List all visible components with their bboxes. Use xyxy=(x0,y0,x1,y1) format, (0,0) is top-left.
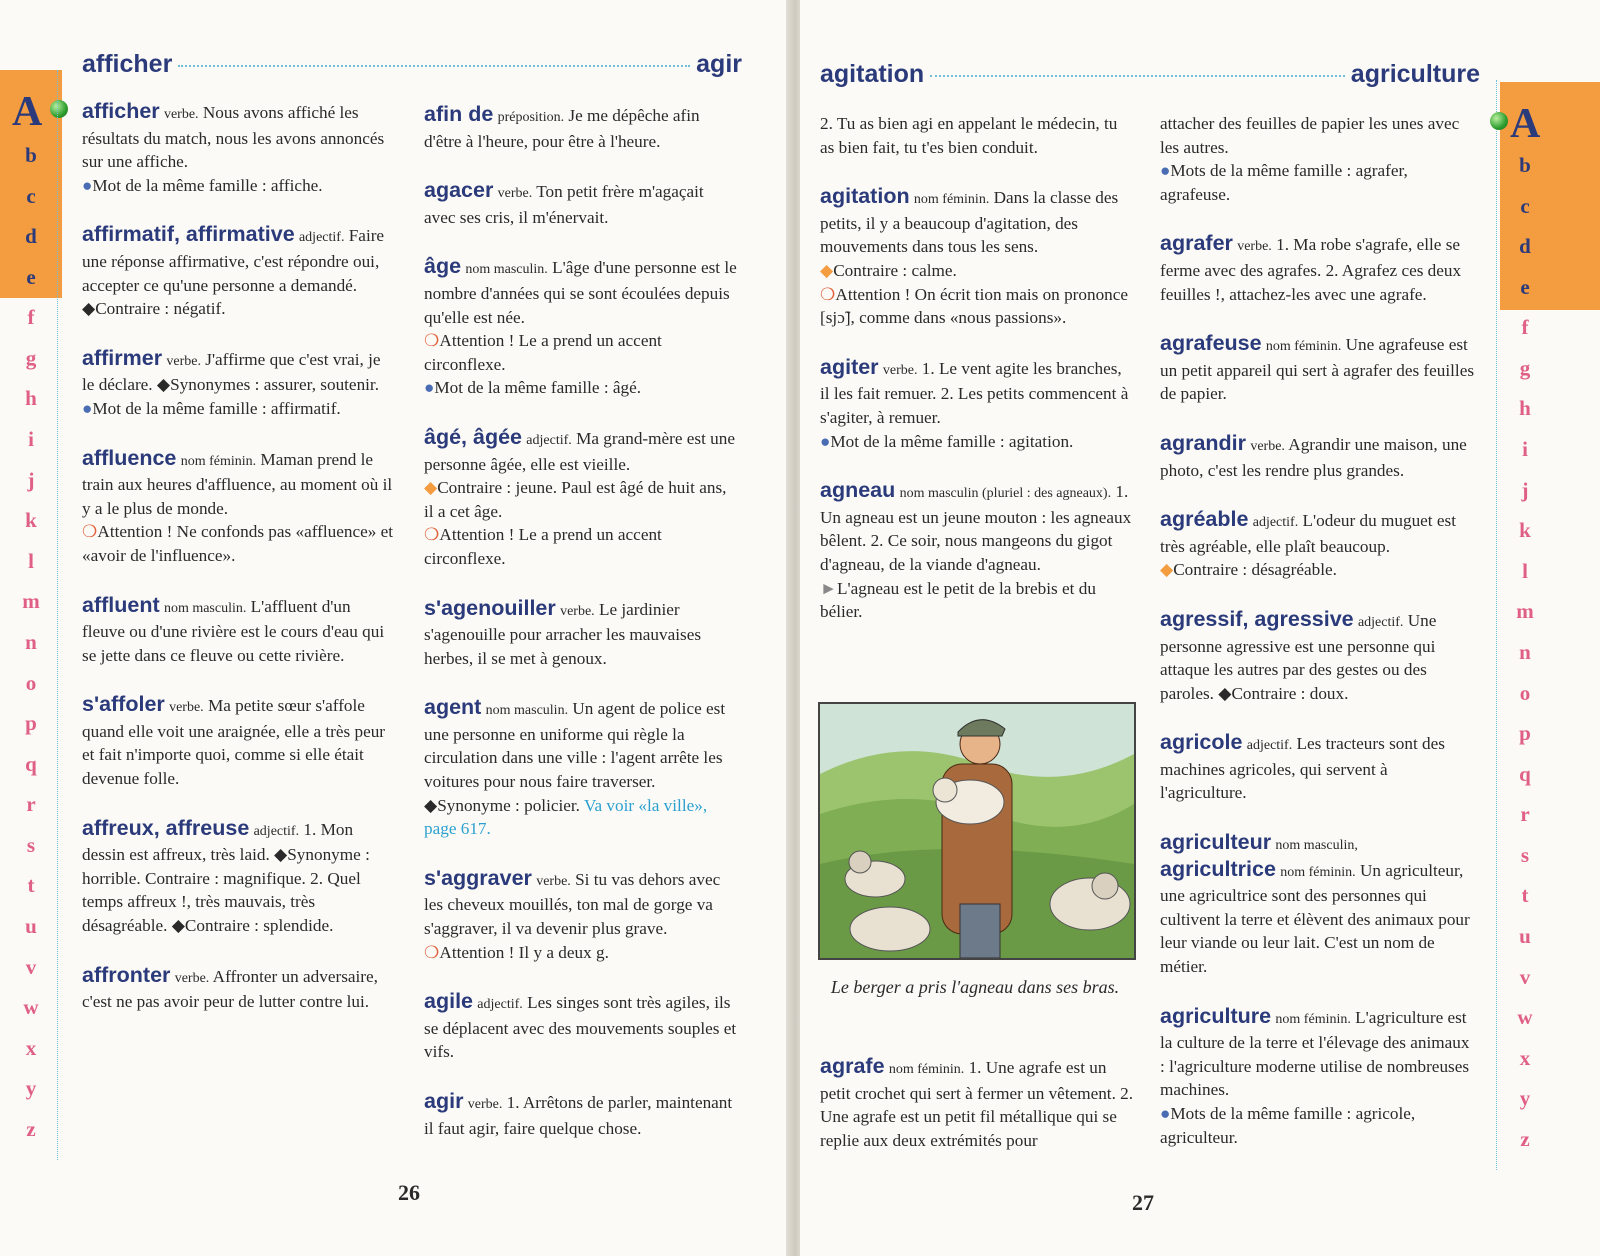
dictionary-entry xyxy=(424,255,739,400)
entry-definition: 1. Le vent agite les branches, il les fait remuer. 2. Les petits commencent à s'agiter, à remuer. xyxy=(820,358,1129,427)
margin-line-right xyxy=(1496,80,1497,1170)
entry-note xyxy=(82,520,397,567)
alphabet-letter: o xyxy=(25,670,37,695)
entry-grammar: adjectif. xyxy=(1357,614,1404,630)
green-ball-icon xyxy=(50,100,68,118)
entry-headword: agrandir xyxy=(1160,430,1247,455)
entry-headword: agriculteur xyxy=(1160,830,1272,855)
right-column-2 xyxy=(1160,112,1478,1175)
dictionary-entry xyxy=(1160,831,1478,979)
entry-headword: agréable xyxy=(1160,507,1249,532)
alphabet-letter: d xyxy=(1519,234,1531,259)
alphabet-letter: s xyxy=(1520,842,1530,867)
dictionary-entry xyxy=(424,1090,739,1140)
entry-definition: L'âge d'une personne est le nombre d'années qui se sont écoulées depuis qu'elle est née. xyxy=(424,258,737,327)
entry-note xyxy=(820,283,1135,330)
continued-definition: attacher des feuilles de papier les unes avec les autres. xyxy=(1160,114,1460,157)
alphabet-letter: r xyxy=(26,792,36,817)
entry-headword-2: agricultrice xyxy=(1160,856,1276,881)
big-letter-right: A xyxy=(1510,101,1541,147)
dictionary-entry xyxy=(820,479,1135,624)
entry-grammar: nom masculin. xyxy=(485,703,569,719)
entry-grammar: nom féminin. xyxy=(913,192,990,208)
entry-definition: 1. Une agrafe est un petit crochet qui sert à fermer un vêtement. 2. Une agrafe est un petit fil métallique qui se replie aux deux extrémités pour xyxy=(820,1058,1134,1150)
dictionary-entry xyxy=(82,964,397,1014)
alphabet-letter: o xyxy=(1519,680,1531,705)
entry-definition: 1. Un agneau est un jeune mouton : les agneaux bêlent. 2. Ce soir, nous mangeons du gigot d'agneau, de la viande d'agneau. xyxy=(820,482,1132,574)
alphabet-letter: m xyxy=(1516,599,1534,624)
note-text: Contraire : jeune. Paul est âgé de huit ans, il a cet âge. xyxy=(424,478,727,521)
entry-headword: âgé, âgée xyxy=(424,424,522,449)
entry-grammar: verbe. xyxy=(166,353,201,369)
left-column-1 xyxy=(82,100,397,1040)
entry-headword: agrafe xyxy=(820,1054,885,1078)
entry-headword: affronter xyxy=(82,962,171,987)
alphabet-letter: z xyxy=(1520,1126,1530,1151)
entry-headword: agir xyxy=(424,1089,464,1113)
note-text: Mots de la même famille : agrafer, agrafeuse. xyxy=(1160,161,1408,204)
entry-grammar: verbe. xyxy=(1250,438,1285,454)
alphabet-letter: c xyxy=(26,183,36,208)
alphabet-letter: l xyxy=(1522,558,1528,583)
dictionary-entry xyxy=(1160,332,1478,406)
continued-text: 2. Tu as bien agi en appelant le médecin, tu as bien fait, tu t'es bien conduit. xyxy=(820,114,1118,157)
dictionary-entry xyxy=(1160,508,1478,582)
note-symbol-icon: ◆ xyxy=(820,260,834,280)
entry-definition: Les tracteurs sont des machines agricoles, qui servent à l'agriculture. xyxy=(1160,734,1445,803)
entry-grammar: nom féminin. xyxy=(888,1062,965,1077)
entry-grammar: adjectif. xyxy=(253,823,300,839)
entry-headword: afin de xyxy=(424,102,494,126)
page-header-right xyxy=(820,60,1480,89)
right-column-1 xyxy=(820,112,1135,650)
note-text: Contraire : désagréable. xyxy=(1173,560,1337,580)
note-text: Attention ! Le a prend un accent circonflexe. xyxy=(424,525,662,568)
entry-note xyxy=(1160,558,1478,582)
alphabet-index-left xyxy=(16,145,46,1140)
entry-grammar: verbe. xyxy=(560,603,595,619)
alphabet-letter: n xyxy=(25,629,37,654)
entry-definition: Dans la classe des petits, il y a beaucoup d'agitation, des mouvements dans tous les sens. xyxy=(820,188,1119,257)
entry-definition: Je me dépêche afin d'être à l'heure, pour être à l'heure. xyxy=(424,106,700,151)
dictionary-entry xyxy=(424,990,739,1064)
entry-headword: affluent xyxy=(82,592,160,617)
entry-grammar: adjectif. xyxy=(526,432,572,448)
cross-reference-link: Va voir «la ville», page 617. xyxy=(424,795,708,839)
entry-definition: 1. Arrêtons de parler, maintenant il faut agir, faire quelque chose. xyxy=(424,1093,733,1138)
entry-grammar: verbe. xyxy=(497,186,533,202)
entry-definition: L'odeur du muguet est très agréable, elle plaît beaucoup. xyxy=(1160,511,1456,556)
header-dots xyxy=(930,75,1345,77)
green-ball-icon xyxy=(1490,112,1508,130)
alphabet-letter: v xyxy=(25,954,37,979)
note-text: Attention ! On écrit tion mais on prononce [sjɔ̃], comme dans «nous passions». xyxy=(820,284,1129,328)
page-number-left: 26 xyxy=(398,1180,420,1205)
alphabet-letter: j xyxy=(27,467,35,492)
note-text: Mot de la même famille : affiche. xyxy=(92,175,323,195)
entry-headword: affreux, affreuse xyxy=(82,815,250,840)
note-symbol-icon: ● xyxy=(82,398,93,418)
entry-grammar: préposition. xyxy=(497,110,565,125)
note-symbol-icon: ❍ xyxy=(820,284,836,304)
dictionary-entry xyxy=(82,693,397,790)
note-symbol-icon: ● xyxy=(820,431,831,451)
alphabet-letter: c xyxy=(1520,193,1530,218)
alphabet-letter: b xyxy=(25,143,37,167)
entry-note xyxy=(820,259,1135,283)
entry-grammar: nom masculin. xyxy=(465,262,548,278)
note-text: Mot de la même famille : âgé. xyxy=(434,378,642,398)
alphabet-letter: d xyxy=(25,224,37,249)
entry-grammar: verbe. xyxy=(169,700,204,716)
entry-definition: 1. Ma robe s'agrafe, elle se ferme avec des agrafes. 2. Agrafez ces deux feuilles !, attachez-les avec une agrafe. xyxy=(1160,235,1462,304)
entry-definition: Le jardinier s'agenouille pour arracher les mauvaises herbes, il se met à genoux. xyxy=(424,599,702,668)
alphabet-letter: b xyxy=(1519,153,1531,177)
alphabet-letter: l xyxy=(28,548,34,573)
alphabet-letter: y xyxy=(25,1076,37,1101)
entry-headword: agneau xyxy=(820,478,896,503)
alphabet-letter: h xyxy=(25,386,37,411)
note-symbol-icon: ◆ xyxy=(424,478,438,498)
entry-definition: Un agriculteur, une agricultrice sont des personnes qui cultivent la terre et élèvent des animaux pour leur viande ou leur lait. C'est un nom de métier. xyxy=(1160,860,1470,977)
entry-note xyxy=(82,174,397,198)
entry-grammar-2: nom féminin. xyxy=(1280,864,1356,880)
dictionary-entry xyxy=(1160,232,1478,306)
entry-grammar: adjectif. xyxy=(1252,515,1299,531)
entry-definition: Une personne agressive est une personne qui attaque les autres par des gestes ou des paroles. ◆Contraire : doux. xyxy=(1160,610,1437,703)
dictionary-entry xyxy=(424,426,739,571)
dictionary-entry xyxy=(82,347,397,421)
alphabet-letter: f xyxy=(1521,315,1529,340)
entry-grammar: nom féminin. xyxy=(180,453,257,469)
dictionary-entry xyxy=(1160,731,1478,805)
dictionary-entry xyxy=(82,594,397,668)
note-text: Attention ! Ne confonds pas «affluence» et «avoir de l'influence». xyxy=(82,522,394,565)
illustration-caption: Le berger a pris l'agneau dans ses bras. xyxy=(830,977,1120,997)
dictionary-entry xyxy=(82,817,397,938)
dictionary-entry xyxy=(82,100,397,197)
entry-note xyxy=(424,523,739,570)
dictionary-entry xyxy=(820,356,1135,453)
right-page xyxy=(800,0,1600,1256)
entry-grammar: nom féminin. xyxy=(1275,1011,1351,1027)
header-first-word: agitation xyxy=(820,60,925,88)
entry-grammar: nom masculin. xyxy=(163,600,247,616)
alphabet-letter: w xyxy=(23,995,39,1020)
note-symbol-icon: ● xyxy=(1160,161,1171,181)
entry-grammar: verbe. xyxy=(467,1097,503,1112)
alphabet-letter: y xyxy=(1519,1086,1531,1111)
header-last-word: agir xyxy=(696,50,742,78)
page-number-right: 27 xyxy=(1132,1190,1154,1215)
note-text: Mots de la même famille : agricole, agriculteur. xyxy=(1160,1104,1416,1147)
header-first-word: afficher xyxy=(82,50,173,78)
entry-grammar: nom masculin (pluriel : des agneaux). xyxy=(899,486,1112,502)
entry-headword: affirmer xyxy=(82,345,163,370)
alphabet-letter: z xyxy=(26,1116,36,1141)
alphabet-letter: m xyxy=(22,589,40,614)
note-symbol-icon: ❍ xyxy=(424,525,440,545)
entry-headword: affirmatif, affirmative xyxy=(82,222,295,247)
dictionary-entry xyxy=(82,223,397,320)
dictionary-entry xyxy=(424,179,739,229)
entry-note xyxy=(1160,159,1478,206)
right-column-1-bottom xyxy=(820,1055,1135,1178)
note-text: L'agneau est le petit de la brebis et du bélier. xyxy=(820,578,1096,622)
alphabet-letter: h xyxy=(1519,396,1531,421)
alphabet-letter: r xyxy=(1520,802,1530,827)
note-symbol-icon: ● xyxy=(424,378,435,398)
entry-headword: agitation xyxy=(820,184,910,209)
note-symbol-icon: ❍ xyxy=(424,942,440,962)
entry-definition: L'agriculture est la culture de la terre et l'élevage des animaux : l'agriculture moderne utilise de nombreuses machines. xyxy=(1160,1007,1470,1100)
entry-headword: affluence xyxy=(82,445,177,470)
entry-headword: agrafer xyxy=(1160,231,1233,256)
alphabet-letter: u xyxy=(25,913,37,938)
entry-headword: agriculture xyxy=(1160,1003,1272,1028)
entry-definition: Agrandir une maison, une photo, c'est les rendre plus grandes. xyxy=(1160,434,1467,480)
entry-grammar: verbe. xyxy=(1237,239,1272,255)
entry-note xyxy=(820,430,1135,454)
alphabet-letter: x xyxy=(25,1035,37,1060)
entry-definition: Un agent de police est une personne en uniforme qui règle la circulation dans une ville : l'agent arrête les voitures pour nous faire traverser. ◆Synonyme : policier. xyxy=(424,699,726,815)
entry-headword: agrafeuse xyxy=(1160,331,1262,356)
note-symbol-icon: ► xyxy=(820,578,838,598)
entry-headword: agacer xyxy=(424,178,494,203)
entry-headword: agressif, agressive xyxy=(1160,606,1354,631)
dictionary-entry xyxy=(424,103,739,153)
alphabet-letter: k xyxy=(1519,518,1531,543)
alphabet-letter: q xyxy=(25,751,37,776)
entry-definition: Nous avons affiché les résultats du match, nous les avons annoncés sur une affiche. xyxy=(82,103,385,172)
entry-grammar: adjectif. xyxy=(1246,738,1293,754)
entry-headword: agricole xyxy=(1160,730,1243,755)
entry-headword: s'agenouiller xyxy=(424,595,556,620)
entry-definition: Ma petite sœur s'affole quand elle voit une araignée, elle a très peur et fait n'importe quoi, comme si elle était devenue folle. xyxy=(82,696,386,789)
entry-grammar: adjectif. xyxy=(298,230,345,246)
entry-definition: Ton petit frère m'agaçait avec ses cris, il m'énervait. xyxy=(424,182,704,227)
alphabet-letter: t xyxy=(27,873,35,898)
note-symbol-icon: ❍ xyxy=(424,331,440,351)
entry-grammar: verbe. xyxy=(163,107,199,122)
note-text: Attention ! Le a prend un accent circonflexe. xyxy=(424,331,662,374)
left-column-2 xyxy=(424,103,739,1166)
margin-line-left xyxy=(57,70,58,1160)
alphabet-letter: n xyxy=(1519,639,1531,664)
entry-definition: Une agrafeuse est un petit appareil qui sert à agrafer des feuilles de papier. xyxy=(1160,335,1475,404)
header-dots xyxy=(178,65,690,67)
entry-headword: agiter xyxy=(820,354,879,379)
dictionary-entry xyxy=(424,867,739,964)
note-text: Contraire : calme. xyxy=(833,260,957,280)
alphabet-index-right xyxy=(1510,155,1540,1150)
entry-note xyxy=(424,329,739,376)
alphabet-letter: e xyxy=(26,264,36,289)
entry-grammar: verbe. xyxy=(882,362,918,378)
entry-grammar: adjectif. xyxy=(477,997,523,1013)
entry-note xyxy=(424,476,739,523)
entry-note xyxy=(1160,1102,1478,1149)
alphabet-letter: q xyxy=(1519,761,1531,786)
entry-grammar: nom masculin, xyxy=(1275,838,1358,854)
alphabet-letter: w xyxy=(1517,1005,1533,1030)
entry-note xyxy=(82,397,397,421)
dictionary-entry xyxy=(1160,432,1478,482)
entry-headword: âge xyxy=(424,254,462,279)
dictionary-entry xyxy=(1160,1005,1478,1150)
alphabet-letter: p xyxy=(1519,721,1531,746)
alphabet-letter: t xyxy=(1521,883,1529,908)
alphabet-letter: v xyxy=(1519,964,1531,989)
entry-headword: agent xyxy=(424,695,482,720)
entry-note xyxy=(424,941,739,965)
alphabet-letter: x xyxy=(1519,1045,1531,1070)
alphabet-letter: g xyxy=(1519,355,1531,380)
entry-grammar: verbe. xyxy=(174,970,210,986)
note-symbol-icon: ❍ xyxy=(82,522,98,542)
entry-headword: agile xyxy=(424,989,473,1014)
dictionary-entry xyxy=(424,696,739,841)
note-text: Attention ! Il y a deux g. xyxy=(439,942,609,962)
header-last-word: agriculture xyxy=(1350,60,1480,88)
alphabet-letter: g xyxy=(25,345,37,370)
shepherd-lamb-illustration xyxy=(818,702,1136,960)
entry-headword: s'affoler xyxy=(82,692,165,717)
dictionary-entry xyxy=(1160,608,1478,705)
page-header-left xyxy=(82,50,742,79)
note-text: Mot de la même famille : agitation. xyxy=(830,431,1074,451)
dictionary-entry xyxy=(424,597,739,671)
entry-definition: J'affirme que c'est vrai, je le déclare. ◆Synonymes : assurer, soutenir. xyxy=(82,349,381,395)
dictionary-entry xyxy=(820,1055,1135,1152)
entry-definition: Si tu vas dehors avec les cheveux mouillés, ton mal de gorge va s'aggraver, il va devenir plus grave. xyxy=(424,869,721,939)
entry-note xyxy=(820,577,1135,624)
note-text: Mot de la même famille : affirmatif. xyxy=(92,398,341,418)
alphabet-letter: k xyxy=(25,508,37,533)
entry-headword: s'aggraver xyxy=(424,865,532,890)
entry-grammar: nom féminin. xyxy=(1265,339,1342,355)
dictionary-entry xyxy=(82,447,397,568)
entry-definition: Affronter un adversaire, c'est ne pas avoir peur de lutter contre lui. xyxy=(82,966,378,1012)
alphabet-letter: i xyxy=(28,427,34,452)
left-page xyxy=(0,0,790,1256)
note-symbol-icon: ● xyxy=(82,175,93,195)
entry-definition: Les singes sont très agiles, ils se déplacent avec des mouvements souples et vifs. xyxy=(424,993,737,1062)
entry-definition: Ma grand-mère est une personne âgée, elle est vieille. xyxy=(424,428,735,474)
entry-definition: Faire une réponse affirmative, c'est répondre oui, accepter ce qu'une personne a demandé. ◆Contraire : négatif. xyxy=(82,226,385,319)
alphabet-letter: s xyxy=(26,832,36,857)
entry-headword: afficher xyxy=(82,99,160,123)
alphabet-letter: u xyxy=(1519,923,1531,948)
alphabet-letter: f xyxy=(27,305,35,330)
alphabet-letter: i xyxy=(1522,437,1528,462)
alphabet-letter: j xyxy=(1521,477,1529,502)
entry-definition: Maman prend le train aux heures d'affluence, au moment où il y a le plus de monde. xyxy=(82,449,393,518)
alphabet-letter: e xyxy=(1520,274,1530,299)
entry-grammar: verbe. xyxy=(536,873,571,889)
note-symbol-icon: ● xyxy=(1160,1104,1171,1123)
entry-note xyxy=(424,376,739,400)
continued-text xyxy=(1160,112,1478,206)
entry-definition: L'affluent d'un fleuve ou d'une rivière est le cours d'eau qui se jette dans ce fleuve ou cette rivière. xyxy=(82,596,385,665)
note-symbol-icon: ◆ xyxy=(1160,560,1174,580)
dictionary-entry xyxy=(820,185,1135,330)
entry-definition: 1. Mon dessin est affreux, très laid. ◆Synonyme : horrible. Contraire : magnifique. 2. Quel temps affreux !, très mauvais, très désagréable. ◆Contraire : splendide. xyxy=(82,819,370,936)
big-letter-left: A xyxy=(12,89,43,135)
alphabet-letter: p xyxy=(25,711,37,736)
